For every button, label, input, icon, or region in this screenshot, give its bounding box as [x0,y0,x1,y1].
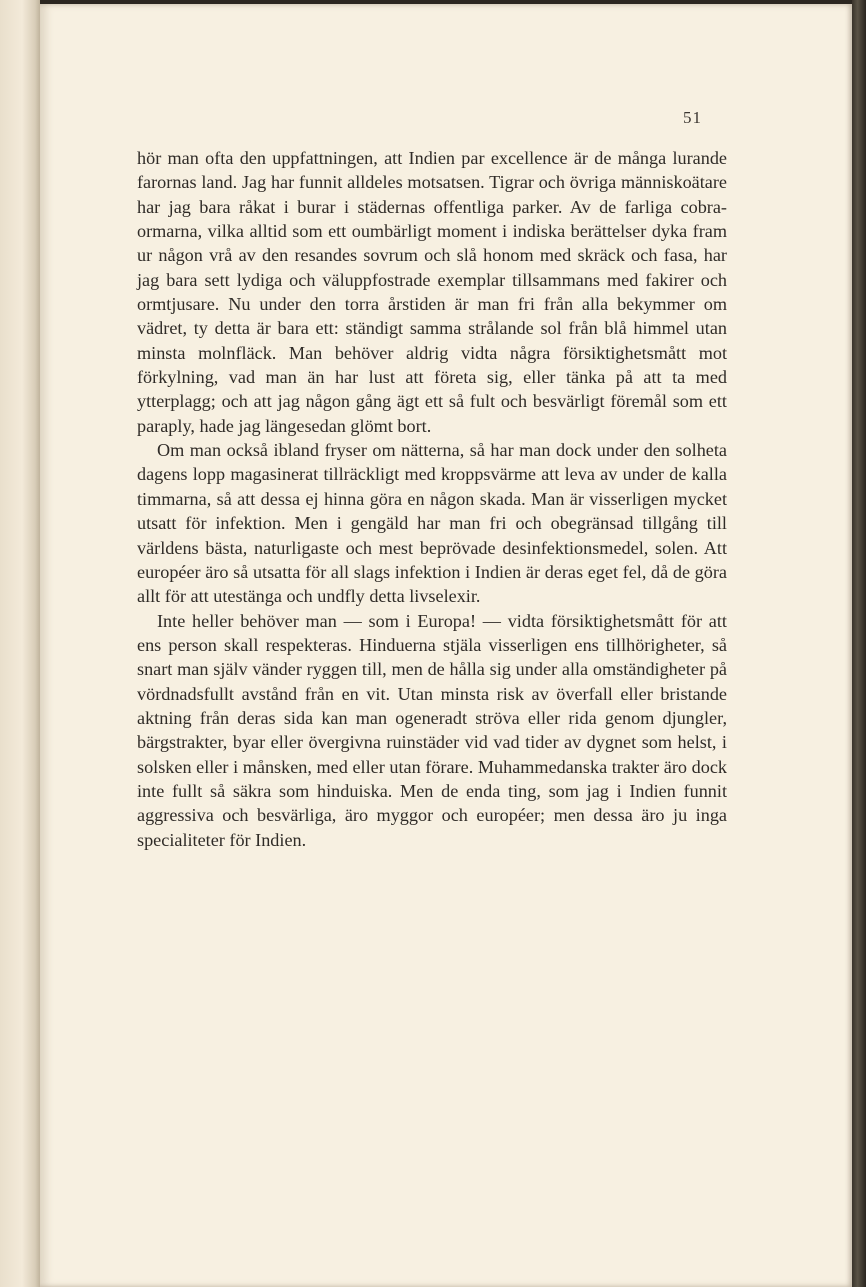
book-page [40,4,852,1287]
book-spine [0,0,40,1287]
page-edge [852,0,866,1287]
paragraph-1: hör man ofta den uppfattningen, att Indien par excellence är de många lurande farornas land. Jag har funnit alldeles motsatsen. Tigrar och övriga människoätare har jag bara råkat i burar i städernas offentliga parker. Av de farliga cobra-ormarna, vilka alltid som ett oumbärligt moment i indiska berättelser dyka fram ur någon vrå av den resandes sovrum och slå honom med skräck och fasa, har jag bara sett lydiga och väluppfostrade exemplar tillsammans med fakirer och ormtjusare. Nu under den torra årstiden är man fri från alla bekymmer om vädret, ty detta är bara ett: ständigt samma strålande sol från blå himmel utan minsta molnfläck. Man behöver aldrig vidta några försiktighetsmått mot förkylning, vad man än har lust att företa sig, eller tänka på att ta med ytterplagg; och att jag någon gång ägt ett så fult och besvärligt föremål som ett paraply, hade jag längesedan glömt bort. [137,148,727,436]
page-number: 51 [683,108,702,127]
paragraph-3: Inte heller behöver man — som i Europa! — vidta försiktighetsmått för att ens person skall respekteras. Hinduerna stjäla visserligen ens tillhörigheter, så snart man själv vänder ryggen till, men de hålla sig under alla omständigheter på vördnadsfullt avstånd från en vit. Utan minsta risk av överfall eller bristande aktning från deras sida kan man ogeneradt ströva eller rida genom djungler, bärgstrakter, byar eller övergivna ruinstäder vid vad tider av dygnet som helst, i solsken eller i månsken, med eller utan förare. Muhammedanska trakter äro dock inte fullt så säkra som hinduiska. Men de enda ting, som jag i Indien funnit aggressiva och besvärliga, äro myggor och européer; men dessa äro ju inga specialiteter för Indien. [137,610,727,850]
paragraph-2: Om man också ibland fryser om nätterna, så har man dock under den solheta dagens lopp magasinerat tillräckligt med kroppsvärme att leva av under de kalla timmarna, så att dessa ej hinna göra en någon skada. Man är visserligen mycket utsatt för infektion. Men i gengäld har man fri och obegränsad tillgång till världens bästa, naturligaste och mest beprövade desinfektionsmedel, solen. Att européer äro så utsatta för all slags infektion i Indien är deras eget fel, då de göra allt för att utestänga och undfly detta livselexir. [137,440,727,607]
body-text [137,146,727,852]
